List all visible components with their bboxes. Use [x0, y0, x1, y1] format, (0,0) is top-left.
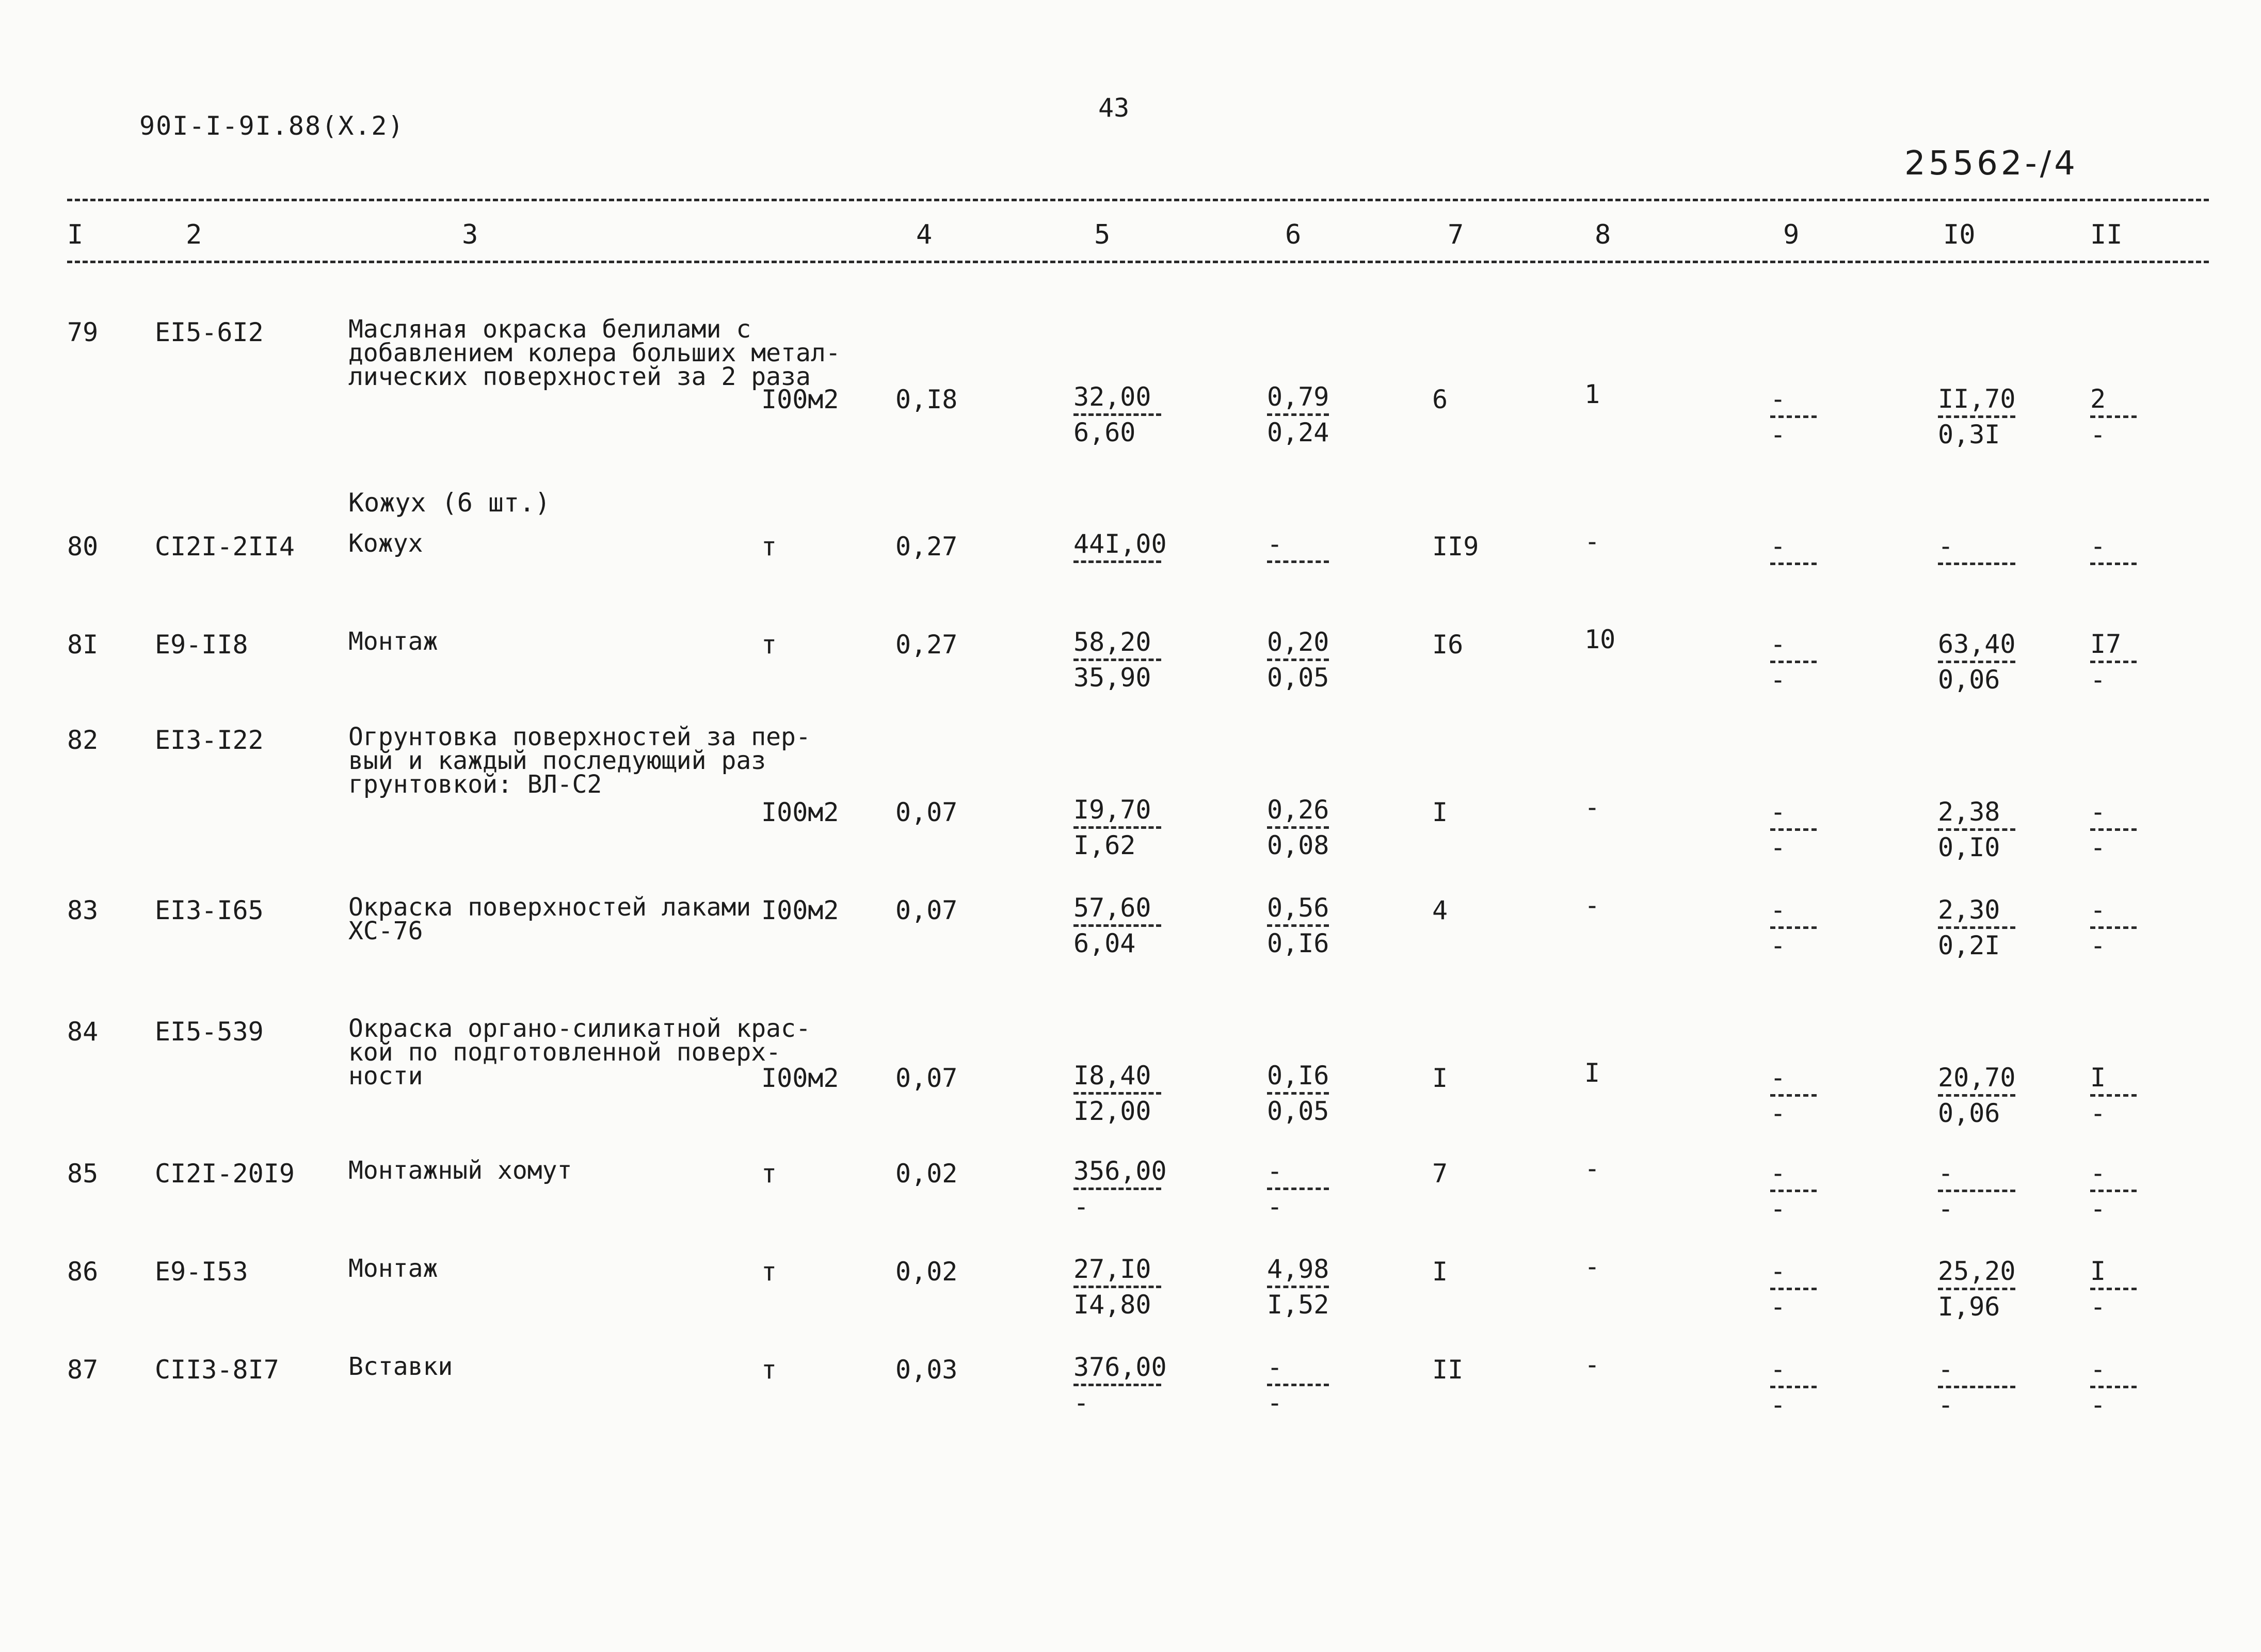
column-7-value: II — [1432, 1355, 1464, 1385]
fraction-bar — [1267, 1188, 1329, 1190]
fraction-denominator: - — [2090, 1098, 2106, 1128]
fraction-bar — [2090, 1386, 2137, 1388]
fraction-denominator: - — [1770, 832, 1786, 862]
fraction-cell-c9 — [1770, 1063, 1817, 1128]
fraction-numerator: 0,I6 — [1267, 1061, 1329, 1090]
fraction-numerator: 63,40 — [1938, 629, 2016, 659]
fraction-denominator: 0,05 — [1267, 663, 1329, 693]
fraction-cell-c10 — [1938, 797, 2015, 862]
quantity: 0,02 — [895, 1159, 958, 1189]
fraction-numerator: - — [1938, 1354, 1954, 1384]
fraction-bar — [1073, 1092, 1161, 1095]
fraction-cell-c10 — [1938, 384, 2016, 449]
fraction-bar — [1073, 659, 1161, 661]
fraction-bar — [1267, 826, 1329, 829]
fraction-bar — [1073, 1188, 1161, 1190]
column-7-value: 4 — [1432, 895, 1448, 925]
column-7-value: I — [1432, 1257, 1448, 1287]
column-header-8: 8 — [1595, 219, 1611, 250]
quantity: 0,I8 — [895, 384, 958, 414]
fraction-numerator: - — [1267, 1352, 1283, 1382]
column-7-value: II9 — [1432, 532, 1479, 562]
fraction-numerator: II,70 — [1938, 384, 2016, 414]
fraction-cell-c6 — [1267, 1061, 1329, 1126]
fraction-bar — [1073, 924, 1161, 927]
fraction-denominator: - — [1073, 1388, 1089, 1418]
fraction-denominator: 0,06 — [1938, 1098, 2000, 1128]
fraction-numerator: 57,60 — [1073, 893, 1151, 923]
fraction-cell-c5 — [1073, 795, 1161, 860]
fraction-denominator: I,62 — [1073, 830, 1136, 860]
fraction-cell-c10 — [1938, 1063, 2016, 1128]
sheet-code: 25562-/4 — [1904, 145, 2078, 183]
row-number: 83 — [67, 895, 99, 925]
fraction-bar — [1267, 413, 1329, 416]
fraction-cell-c5 — [1073, 1061, 1161, 1126]
work-description: Монтаж — [348, 627, 438, 656]
fraction-cell-c9 — [1770, 797, 1817, 862]
fraction-numerator: 4,98 — [1267, 1254, 1329, 1284]
fraction-cell-c9 — [1770, 384, 1817, 449]
unit: т — [761, 1355, 777, 1385]
fraction-cell-c6 — [1267, 382, 1329, 447]
fraction-bar — [1267, 1092, 1329, 1095]
column-header-11: II — [2090, 219, 2123, 250]
fraction-bar — [2090, 828, 2137, 831]
fraction-cell-c11 — [2090, 384, 2137, 449]
fraction-numerator: - — [1770, 1354, 1786, 1384]
column-7-value: I — [1432, 797, 1448, 827]
fraction-denominator: 0,I0 — [1938, 832, 2000, 862]
fraction-cell-c9 — [1770, 1257, 1817, 1321]
fraction-numerator: - — [1770, 531, 1786, 561]
fraction-cell-c9 — [1770, 1159, 1817, 1223]
fraction-bar — [1073, 560, 1161, 563]
fraction-cell-c9 — [1770, 895, 1817, 960]
unit: I00м2 — [761, 1063, 839, 1093]
fraction-bar — [1770, 661, 1817, 663]
fraction-denominator: 0,08 — [1267, 830, 1329, 860]
rate-code: CII3-8I7 — [155, 1355, 279, 1385]
column-8-value: - — [1584, 1252, 1600, 1281]
fraction-numerator: - — [1770, 384, 1786, 414]
column-7-value: 6 — [1432, 384, 1448, 414]
column-8-value: 1 — [1584, 379, 1600, 409]
row-number: 86 — [67, 1257, 99, 1287]
fraction-numerator: - — [1770, 1256, 1786, 1286]
rate-code: EI3-I22 — [155, 725, 264, 755]
fraction-numerator: 32,00 — [1073, 382, 1151, 412]
rate-code: CI2I-2II4 — [155, 532, 295, 562]
fraction-numerator: - — [1770, 629, 1786, 659]
fraction-cell-c11 — [2090, 797, 2137, 862]
fraction-bar — [1938, 661, 2015, 663]
fraction-numerator: 2,30 — [1938, 895, 2000, 925]
fraction-denominator: 0,24 — [1267, 418, 1329, 447]
fraction-numerator: - — [2090, 895, 2106, 925]
column-header-1: I — [67, 219, 84, 250]
fraction-bar — [1073, 1384, 1161, 1386]
fraction-cell-c5 — [1073, 628, 1161, 692]
fraction-numerator: 58,20 — [1073, 627, 1151, 657]
rate-code: E9-I53 — [155, 1257, 248, 1287]
fraction-cell-c6 — [1267, 1353, 1329, 1417]
page-number: 43 — [1098, 93, 1130, 123]
work-description: Огрунтовка поверхностей за пер- вый и каждый последующий раз грунтовкой: ВЛ-С2 — [348, 723, 811, 799]
fraction-denominator: - — [1770, 420, 1786, 450]
fraction-cell-c11 — [2090, 1355, 2137, 1419]
fraction-cell-c10 — [1938, 630, 2016, 694]
fraction-bar — [1938, 563, 2015, 565]
fraction-numerator: I — [2090, 1063, 2106, 1093]
fraction-bar — [1267, 1384, 1329, 1386]
column-header-10: I0 — [1943, 219, 1976, 250]
fraction-denominator — [1267, 565, 1329, 594]
fraction-denominator — [2090, 567, 2137, 596]
fraction-cell-c11 — [2090, 1257, 2137, 1321]
fraction-denominator: - — [2090, 1292, 2106, 1322]
fraction-bar — [1938, 828, 2015, 831]
quantity: 0,07 — [895, 797, 958, 827]
fraction-cell-c5 — [1073, 530, 1167, 594]
fraction-numerator: 27,I0 — [1073, 1254, 1151, 1284]
column-7-value: I6 — [1432, 630, 1464, 660]
fraction-cell-c5 — [1073, 1157, 1167, 1221]
work-description: Окраска органо-силикатной крас- кой по подготовленной поверх- ности — [348, 1014, 811, 1090]
fraction-numerator: - — [1938, 1158, 1954, 1188]
fraction-denominator: - — [1770, 931, 1786, 960]
column-header-5: 5 — [1094, 219, 1111, 250]
row-number: 8I — [67, 630, 99, 660]
fraction-bar — [2090, 1190, 2137, 1192]
fraction-bar — [2090, 1288, 2137, 1290]
fraction-cell-c6 — [1267, 530, 1329, 594]
fraction-cell-c9 — [1770, 1355, 1817, 1419]
fraction-numerator: - — [1770, 797, 1786, 827]
column-header-2: 2 — [186, 219, 202, 250]
fraction-numerator: I8,40 — [1073, 1061, 1151, 1090]
fraction-cell-c10 — [1938, 1257, 2016, 1321]
quantity: 0,27 — [895, 532, 958, 562]
row-number: 84 — [67, 1017, 99, 1047]
work-description: Окраска поверхностей лаками ХС-76 — [348, 893, 751, 945]
fraction-denominator: - — [1770, 1390, 1786, 1420]
fraction-cell-c10 — [1938, 1159, 2015, 1223]
fraction-denominator: - — [2090, 1194, 2106, 1224]
column-header-6: 6 — [1285, 219, 1302, 250]
fraction-bar — [1770, 563, 1817, 565]
fraction-bar — [1938, 1094, 2015, 1097]
fraction-denominator: I4,80 — [1073, 1290, 1151, 1320]
fraction-denominator: 35,90 — [1073, 663, 1151, 693]
column-7-value: I — [1432, 1063, 1448, 1093]
fraction-cell-c6 — [1267, 1255, 1329, 1319]
document-code: 90I-I-9I.88(X.2) — [139, 111, 405, 141]
fraction-bar — [1267, 560, 1329, 563]
fraction-cell-c6 — [1267, 893, 1329, 958]
fraction-cell-c11 — [2090, 630, 2137, 694]
fraction-cell-c9 — [1770, 630, 1817, 694]
unit: т — [761, 1257, 777, 1287]
fraction-cell-c11 — [2090, 1159, 2137, 1223]
fraction-bar — [2090, 415, 2137, 418]
fraction-denominator: - — [2090, 420, 2106, 450]
fraction-numerator: I9,70 — [1073, 795, 1151, 825]
fraction-numerator: 44I,00 — [1073, 529, 1167, 559]
fraction-bar — [1073, 826, 1161, 829]
fraction-cell-c6 — [1267, 795, 1329, 860]
fraction-denominator — [1938, 567, 2015, 596]
fraction-numerator: - — [1770, 1158, 1786, 1188]
column-header-9: 9 — [1783, 219, 1800, 250]
fraction-denominator: 0,I6 — [1267, 928, 1329, 958]
fraction-bar — [1770, 1386, 1817, 1388]
work-description: Монтажный хомут — [348, 1156, 572, 1185]
fraction-bar — [1267, 659, 1329, 661]
work-description: Кожух — [348, 529, 423, 558]
column-8-value: - — [1584, 792, 1600, 822]
quantity: 0,02 — [895, 1257, 958, 1287]
fraction-numerator: - — [2090, 1158, 2106, 1188]
fraction-cell-c6 — [1267, 1157, 1329, 1221]
column-header-7: 7 — [1448, 219, 1464, 250]
fraction-bar — [1938, 415, 2015, 418]
fraction-bar — [1073, 1286, 1161, 1288]
fraction-numerator: I — [2090, 1256, 2106, 1286]
fraction-denominator: I,96 — [1938, 1292, 2000, 1322]
quantity: 0,07 — [895, 1063, 958, 1093]
column-header-3: 3 — [462, 219, 478, 250]
fraction-cell-c11 — [2090, 895, 2137, 960]
fraction-numerator: 25,20 — [1938, 1256, 2016, 1286]
fraction-numerator: - — [2090, 1354, 2106, 1384]
fraction-numerator: 2,38 — [1938, 797, 2000, 827]
fraction-numerator: 0,26 — [1267, 795, 1329, 825]
fraction-cell-c10 — [1938, 532, 2015, 596]
fraction-numerator: - — [1770, 895, 1786, 925]
column-8-value: - — [1584, 890, 1600, 920]
fraction-bar — [1267, 924, 1329, 927]
fraction-denominator: 0,3I — [1938, 420, 2000, 450]
fraction-denominator: - — [1267, 1388, 1283, 1418]
column-8-value: 10 — [1584, 624, 1616, 654]
fraction-denominator: - — [1073, 1192, 1089, 1222]
fraction-denominator — [1770, 567, 1817, 596]
fraction-numerator: 0,56 — [1267, 893, 1329, 923]
fraction-numerator: - — [2090, 797, 2106, 827]
fraction-denominator: 0,2I — [1938, 931, 2000, 960]
fraction-bar — [1770, 1094, 1817, 1097]
fraction-cell-c5 — [1073, 1353, 1167, 1417]
unit: I00м2 — [761, 895, 839, 925]
fraction-numerator: 0,79 — [1267, 382, 1329, 412]
fraction-denominator: - — [1770, 1098, 1786, 1128]
fraction-denominator: - — [2090, 931, 2106, 960]
fraction-cell-c10 — [1938, 895, 2015, 960]
rate-code: E9-II8 — [155, 630, 248, 660]
fraction-bar — [1770, 1190, 1817, 1192]
rate-code: CI2I-20I9 — [155, 1159, 295, 1189]
quantity: 0,07 — [895, 895, 958, 925]
fraction-numerator: - — [1267, 1156, 1283, 1186]
fraction-numerator: - — [1770, 1063, 1786, 1093]
fraction-bar — [1770, 926, 1817, 929]
fraction-bar — [2090, 1094, 2137, 1097]
fraction-denominator: - — [1770, 1194, 1786, 1224]
row-number: 79 — [67, 317, 99, 347]
row-number: 85 — [67, 1159, 99, 1189]
fraction-numerator: 0,20 — [1267, 627, 1329, 657]
fraction-denominator: - — [1938, 1194, 1954, 1224]
fraction-numerator: - — [1267, 529, 1283, 559]
fraction-numerator: - — [2090, 531, 2106, 561]
fraction-bar — [1938, 1288, 2015, 1290]
fraction-bar — [1770, 1288, 1817, 1290]
fraction-denominator: 6,60 — [1073, 418, 1136, 447]
fraction-numerator: - — [1938, 531, 1954, 561]
fraction-denominator: 0,06 — [1938, 665, 2000, 695]
fraction-bar — [1267, 1286, 1329, 1288]
fraction-denominator: - — [1770, 665, 1786, 695]
fraction-denominator: I,52 — [1267, 1290, 1329, 1320]
fraction-denominator: - — [1267, 1192, 1283, 1222]
fraction-denominator: - — [2090, 665, 2106, 695]
work-description: Вставки — [348, 1352, 453, 1381]
fraction-denominator: 6,04 — [1073, 928, 1136, 958]
fraction-numerator: 356,00 — [1073, 1156, 1167, 1186]
fraction-numerator: 20,70 — [1938, 1063, 2016, 1093]
section-heading: Кожух (6 шт.) — [348, 488, 551, 518]
fraction-bar — [2090, 661, 2137, 663]
column-8-value: - — [1584, 526, 1600, 556]
unit: I00м2 — [761, 797, 839, 827]
fraction-bar — [1073, 413, 1161, 416]
fraction-numerator: 2 — [2090, 384, 2106, 414]
fraction-cell-c5 — [1073, 1255, 1161, 1319]
unit: т — [761, 630, 777, 660]
fraction-denominator: - — [2090, 1390, 2106, 1420]
rate-code: EI3-I65 — [155, 895, 264, 925]
fraction-denominator: - — [1770, 1292, 1786, 1322]
fraction-cell-c10 — [1938, 1355, 2015, 1419]
fraction-denominator: I2,00 — [1073, 1096, 1151, 1126]
quantity: 0,03 — [895, 1355, 958, 1385]
fraction-bar — [2090, 926, 2137, 929]
fraction-bar — [1938, 1386, 2015, 1388]
column-header-4: 4 — [916, 219, 933, 250]
fraction-cell-c11 — [2090, 1063, 2137, 1128]
fraction-bar — [1770, 828, 1817, 831]
fraction-bar — [1938, 926, 2015, 929]
fraction-denominator: - — [1938, 1390, 1954, 1420]
column-7-value: 7 — [1432, 1159, 1448, 1189]
work-description: Монтаж — [348, 1254, 438, 1283]
fraction-cell-c5 — [1073, 382, 1161, 447]
work-description: Масляная окраска белилами с добавлением колера больших метал- лических поверхностей за 2 раза — [348, 315, 841, 391]
fraction-bar — [2090, 563, 2137, 565]
fraction-cell-c6 — [1267, 628, 1329, 692]
fraction-cell-c9 — [1770, 532, 1817, 596]
row-number: 87 — [67, 1355, 99, 1385]
column-8-value: I — [1584, 1058, 1600, 1088]
unit: т — [761, 1159, 777, 1189]
fraction-numerator: 376,00 — [1073, 1352, 1167, 1382]
fraction-numerator: I7 — [2090, 629, 2122, 659]
fraction-cell-c11 — [2090, 532, 2137, 596]
header-bottom-rule — [67, 261, 2209, 263]
row-number: 82 — [67, 725, 99, 755]
fraction-denominator: 0,05 — [1267, 1096, 1329, 1126]
header-top-rule — [67, 199, 2209, 201]
fraction-bar — [1938, 1190, 2015, 1192]
row-number: 80 — [67, 532, 99, 562]
fraction-cell-c5 — [1073, 893, 1161, 958]
column-8-value: - — [1584, 1153, 1600, 1183]
unit: т — [761, 532, 777, 562]
quantity: 0,27 — [895, 630, 958, 660]
column-8-value: - — [1584, 1350, 1600, 1380]
fraction-denominator — [1073, 565, 1167, 594]
fraction-denominator: - — [2090, 832, 2106, 862]
rate-code: EI5-539 — [155, 1017, 264, 1047]
rate-code: EI5-6I2 — [155, 317, 264, 347]
fraction-bar — [1770, 415, 1817, 418]
unit: I00м2 — [761, 384, 839, 414]
